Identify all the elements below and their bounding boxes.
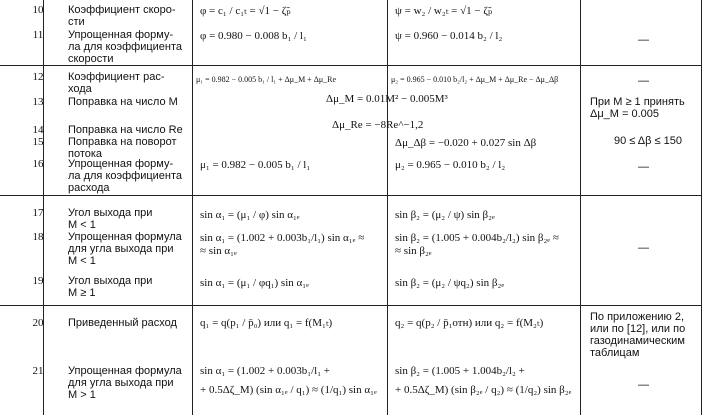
formula-secondary: ≈ sin β₂ₑ xyxy=(395,245,432,257)
formula-merged: Δμ_Re = −8Re^−1,2 xyxy=(332,119,424,131)
row-name: ла для коэффициента xyxy=(68,170,183,182)
formula-primary: sin α₁ = (μ₁ / φ) sin α₁ₑ xyxy=(200,209,300,221)
row-name: Упрощенная формула xyxy=(68,365,182,377)
row-name: для угла выхода при xyxy=(68,243,174,255)
row-number: 19 xyxy=(32,275,44,287)
row-name: M > 1 xyxy=(68,389,96,401)
row-number: 18 xyxy=(32,231,44,243)
row-note: — xyxy=(638,34,649,46)
row-name: Упрощенная форму- xyxy=(68,158,174,170)
row-name: Угол выхода при xyxy=(68,207,153,219)
row-note: или по [12], или по xyxy=(590,323,686,335)
row-number: 21 xyxy=(32,365,44,377)
row-name: ла для коэффициента xyxy=(68,41,183,53)
formula-merged: Δμ_M = 0.01M² − 0.005M³ xyxy=(326,93,448,105)
formula-primary: sin α₁ = (1.002 + 0.003b₁/l₁) sin α₁ₑ ≈ xyxy=(200,232,365,244)
row-name: потока xyxy=(68,148,103,160)
row-note: газодинамическим xyxy=(590,335,685,347)
column-divider xyxy=(387,0,388,415)
row-number: 20 xyxy=(32,317,44,329)
row-number: 17 xyxy=(32,207,44,219)
row-name: Угол выхода при xyxy=(68,275,153,287)
formula-secondary: sin β₂ = (μ₂ / ψ) sin β₂ₑ xyxy=(395,209,495,221)
formula-primary: φ = c₁ / c₁ₜ = √1 − ζ̃ₚ xyxy=(200,5,291,17)
row-note: 90 ≤ Δβ ≤ 150 xyxy=(614,135,682,147)
formula-secondary: ψ = w₂ / w₂ₜ = √1 − ζ̃ₚ xyxy=(395,5,493,17)
formula-secondary: sin β₂ = (1.005 + 0.004b₂/l₂) sin β₂ₑ ≈ xyxy=(395,232,559,244)
row-number: 10 xyxy=(32,4,44,16)
row-note: — xyxy=(638,75,649,87)
formula-secondary: μ₂ = 0.965 − 0.010 b₂/l₂ + Δμ_M + Δμ_Re − Δμ_Δβ xyxy=(391,75,559,84)
row-number: 14 xyxy=(32,124,44,136)
section-divider xyxy=(0,305,702,306)
row-name: M < 1 xyxy=(68,255,96,267)
formula-primary: sin α₁ = (1.002 + 0.003b₁/l₁ + xyxy=(200,365,330,377)
formula-primary: sin α₁ = (μ₁ / φq₁) sin α₁ₑ xyxy=(200,277,309,289)
row-note: — xyxy=(638,242,649,254)
section-divider xyxy=(0,195,702,196)
column-divider xyxy=(580,0,581,415)
row-name: Поправка на поворот xyxy=(68,136,177,148)
section-divider xyxy=(0,65,702,66)
formula-secondary: μ₂ = 0.965 − 0.010 b₂ / l₂ xyxy=(395,159,506,171)
row-name: Приведенный расход xyxy=(68,317,177,329)
row-name: Поправка на число М xyxy=(68,96,178,108)
formula-primary: ≈ sin α₁ₑ xyxy=(200,245,237,257)
row-note: — xyxy=(638,379,649,391)
row-name: Упрощенная форму- xyxy=(68,29,174,41)
formula-secondary: + 0.5Δζ_M) (sin β₂ₑ / q₂) ≈ (1/q₂) sin β₂ₑ xyxy=(395,384,572,396)
formula-primary: μ₁ = 0.982 − 0.005 b₁ / l₁ + Δμ_M + Δμ_Re xyxy=(196,75,337,84)
row-note: Δμ_M = 0.005 xyxy=(590,108,660,120)
row-note: — xyxy=(638,161,649,173)
row-number: 16 xyxy=(32,158,44,170)
row-number: 15 xyxy=(32,136,44,148)
formula-secondary: Δμ_Δβ = −0.020 + 0.027 sin Δβ xyxy=(395,137,537,149)
row-name: Поправка на число Re xyxy=(68,124,183,136)
row-name: M < 1 xyxy=(68,219,96,231)
column-divider xyxy=(192,0,193,415)
formula-secondary: sin β₂ = (μ₂ / ψq₂) sin β₂ₑ xyxy=(395,277,505,289)
row-name: скорости xyxy=(68,53,114,65)
row-name: сти xyxy=(68,16,85,28)
row-number: 13 xyxy=(32,96,44,108)
row-note: При М ≥ 1 принять xyxy=(590,96,685,108)
formula-primary: φ = 0.980 − 0.008 b₁ / l₁ xyxy=(200,30,307,42)
row-name: хода xyxy=(68,83,92,95)
row-note: таблицам xyxy=(590,347,640,359)
row-name: Коэффициент скоро- xyxy=(68,4,176,16)
formula-primary: μ₁ = 0.982 − 0.005 b₁ / l₁ xyxy=(200,159,311,171)
row-name: M ≥ 1 xyxy=(68,287,96,299)
formula-secondary: q₂ = q(p₂ / p̄₁отн) или q₂ = f(M₂ₜ) xyxy=(395,317,544,329)
formula-primary: + 0.5Δζ_M) (sin α₁ₑ / q₁) ≈ (1/q₁) sin α₁ₑ xyxy=(200,384,377,396)
row-name: расхода xyxy=(68,182,110,194)
row-note: По приложению 2, xyxy=(590,311,685,323)
row-number: 12 xyxy=(32,71,44,83)
row-name: Упрощенная формула xyxy=(68,231,182,243)
formula-secondary: sin β₂ = (1.005 + 1.004b₂/l₂ + xyxy=(395,365,525,377)
formula-primary: q₁ = q(p₁ / p̄₀) или q₁ = f(M₁ₜ) xyxy=(200,317,333,329)
row-name: для угла выхода при xyxy=(68,377,174,389)
formula-secondary: ψ = 0.960 − 0.014 b₂ / l₂ xyxy=(395,30,503,42)
row-name: Коэффициент рас- xyxy=(68,71,165,83)
row-number: 11 xyxy=(32,29,44,41)
